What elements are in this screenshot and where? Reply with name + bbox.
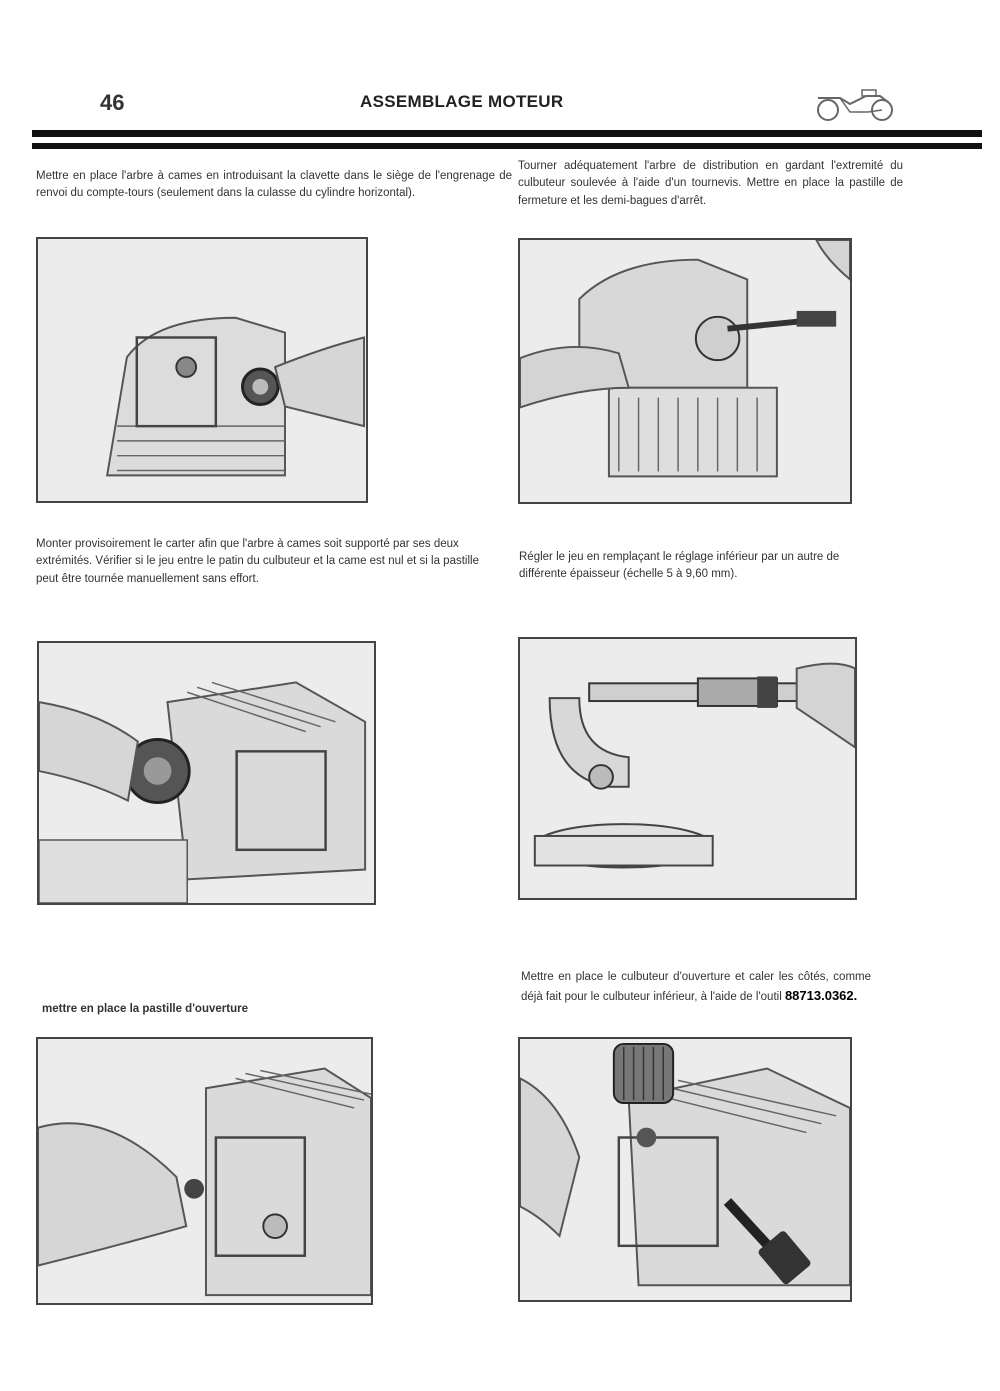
screwdriver-rocker-illustration-icon [520,240,850,502]
motorcycle-logo-icon [810,82,900,124]
rocker-tool-illustration-icon [520,1039,850,1300]
figure-3 [37,641,376,905]
caption-6-text: Mettre en place le culbuteur d'ouverture et caler les côtés, comme déjà fait pour le culbuteur inférieur, à l'aide de l'outil [521,971,871,1004]
header-rule-bottom [32,143,982,149]
caption-6 [521,969,871,1007]
engine-camshaft-illustration-icon [38,239,366,501]
figure-4 [518,637,857,900]
page-title: ASSEMBLAGE MOTEUR [360,92,564,111]
opening-shim-illustration-icon [38,1039,371,1303]
cover-mounting-illustration-icon [39,643,374,903]
micrometer-illustration-icon [520,639,855,898]
figure-6 [518,1037,852,1302]
tool-reference: 88713.0362. [784,988,858,1004]
caption-2: Tourner adéquatement l'arbre de distribution en gardant l'extremité du culbuteur soulevée à l'aide d'un tournevis. Mettre en place la pastille de fermeture et les demi-bagues d'arrêt. [518,160,903,207]
figure-5 [36,1037,373,1305]
figure-2 [518,238,852,504]
caption-4: Régler le jeu en remplaçant le réglage inférieur par un autre de différente épaisseur (échelle 5 à 9,60 mm). [519,551,840,581]
caption-1: Mettre en place l'arbre à cames en introduisant la clavette dans le siège de l'engrenage de renvoi du compte-tours (seulement dans la culasse du cylindre horizontal). [36,170,512,200]
caption-3: Monter provisoirement le carter afin que l'arbre à cames soit supporté par ses deux extrémités. Vérifier si le jeu entre le patin du culbuteur et la came est nul et si la pastille peut être tournée manuellement sans effort. [36,538,479,585]
header-rule-top [32,130,982,137]
page-number: 46 [100,90,125,115]
figure-1 [36,237,368,503]
caption-5: mettre en place la pastille d'ouverture [42,1003,248,1015]
